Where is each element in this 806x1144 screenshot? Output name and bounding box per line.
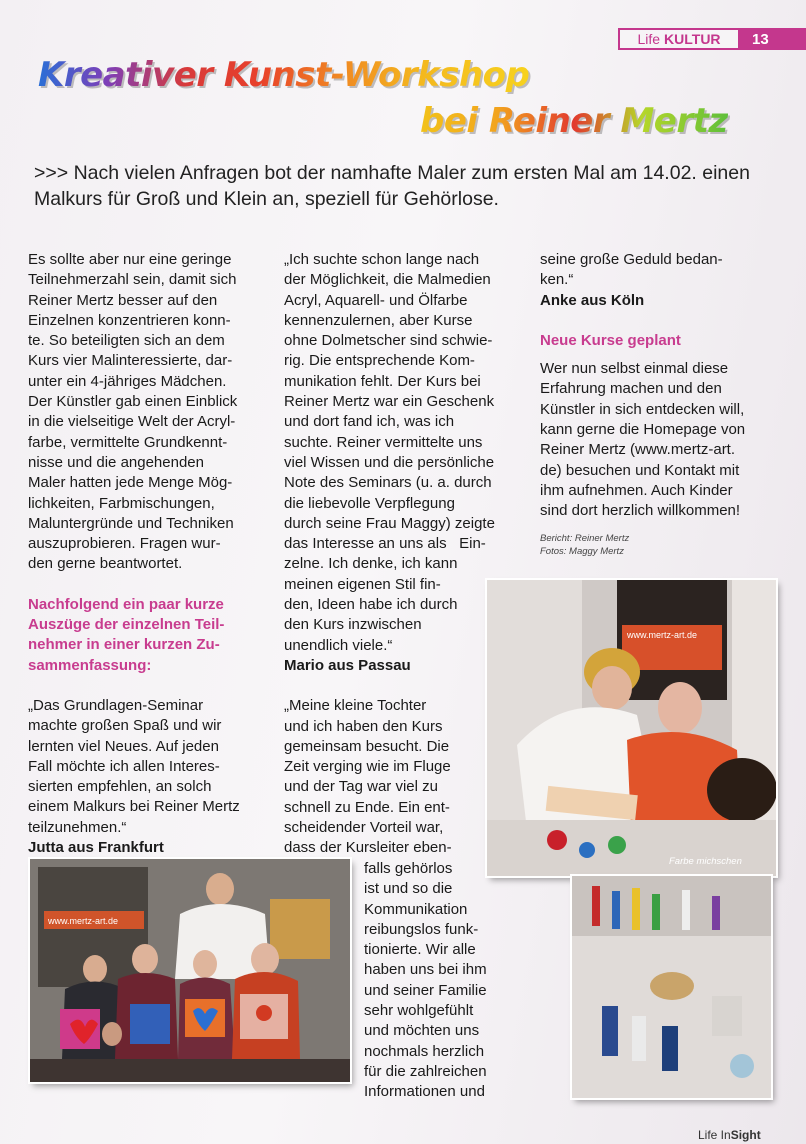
headline-line-1: Kreativer Kunst-Workshop — [38, 55, 530, 95]
heading-line: nehmer in einer kurzen Zu- — [28, 636, 220, 654]
text-line: scheidender Vorteil war, — [284, 819, 444, 837]
text-line: der Möglichkeit, die Malmedien — [284, 271, 491, 289]
text-line: „Meine kleine Tochter — [284, 697, 427, 715]
column-1 — [28, 250, 268, 858]
section-label — [618, 28, 738, 50]
text-line: Kommunikation — [364, 900, 468, 918]
photo-paint-table — [572, 876, 771, 1098]
col3-quote-end — [540, 250, 790, 291]
text-line: Note des Seminars (u. a. durch — [284, 474, 492, 492]
text-line: ihm aufnehmen. Auch Kinder — [540, 481, 733, 499]
section-header-tab — [618, 28, 806, 50]
text-line: und dort fand ich, was ich — [284, 413, 455, 431]
text-line: „Ich suchte schon lange nach — [284, 251, 480, 268]
text-line: ist und so die — [364, 880, 453, 898]
text-line: Der Künstler gab einen Einblick — [28, 393, 238, 411]
text-line: auszuprobieren. Fragen wur- — [28, 535, 221, 553]
text-line: einem Malkurs bei Reiner Mertz — [28, 798, 240, 816]
text-line: Maler hatten jede Menge Mög- — [28, 474, 233, 492]
text-line: Reiner Mertz war ein Geschenk — [284, 393, 495, 411]
text-line: Künstler in sich entdecken will, — [540, 400, 745, 418]
photo-group-drawing — [30, 859, 350, 1082]
text-line: lernten viel Neues. Auf jeden — [28, 737, 219, 755]
section-kultur: KULTUR — [664, 31, 721, 47]
text-line: kann gerne die Homepage von — [540, 421, 746, 439]
text-line: meinen eigenen Stil fin- — [284, 575, 441, 593]
magazine-footer — [698, 1128, 761, 1142]
text-line: de) besuchen und Kontakt mit — [540, 461, 740, 479]
credit-report: Bericht: Reiner Mertz — [540, 532, 630, 544]
text-line: sehr wohlgefühlt — [364, 1002, 474, 1020]
section-life: Life — [637, 31, 661, 47]
heading-line: sammenfassung: — [28, 656, 152, 674]
text-line: unendlich viele.“ — [284, 636, 393, 654]
text-line: Einzelnen konzentrieren konn- — [28, 311, 231, 329]
text-line: gemeinsam besucht. Die — [284, 737, 450, 755]
text-line: für die zahlreichen — [364, 1062, 487, 1080]
signature-jutta: Jutta aus Frankfurt — [28, 839, 164, 857]
text-line: schnell zu Ende. Ein ent- — [284, 798, 450, 816]
text-line: munikation fehlt. Der Kurs bei — [284, 372, 481, 390]
text-line: sind dort herzlich willkommen! — [540, 502, 741, 520]
text-line: Wer nun selbst einmal diese — [540, 360, 729, 378]
signature-mario: Mario aus Passau — [284, 656, 411, 674]
text-line: rig. Die entsprechende Kom- — [284, 352, 475, 370]
text-line: und seiner Familie — [364, 981, 487, 999]
photo-sign-text: www.mertz-art.de — [627, 630, 698, 640]
photo-painting-session — [487, 580, 776, 876]
text-line: kennenzulernen, aber Kurse — [284, 311, 473, 329]
text-line: seine große Geduld bedan- — [540, 251, 723, 268]
text-line: teilzunehmen.“ — [28, 818, 127, 836]
heading-line: Auszüge der einzelnen Teil- — [28, 616, 225, 634]
text-line: Reiner Mertz besser auf den — [28, 291, 218, 309]
text-line: „Das Grundlagen-Seminar — [28, 696, 204, 714]
col3-paragraph — [540, 359, 790, 521]
text-line: machte großen Spaß und wir — [28, 717, 222, 735]
text-line: und der Tag war viel zu — [284, 778, 438, 796]
footer-sight: Sight — [730, 1128, 761, 1142]
text-line: Informationen und — [364, 1083, 485, 1101]
text-line: ohne Dolmetscher sind schwie- — [284, 332, 493, 350]
col3-heading: Neue Kurse geplant — [540, 331, 681, 349]
text-line: Acryl, Aquarell- und Ölfarbe — [284, 291, 468, 309]
text-line: zelne. Ich denke, ich kann — [284, 555, 458, 573]
column-2-continued — [364, 859, 514, 1103]
text-line: Fall möchte ich allen Interes- — [28, 757, 220, 775]
text-line: Es sollte aber nur eine geringe — [28, 251, 232, 268]
text-line: Zeit verging wie im Fluge — [284, 758, 451, 776]
photo-paint-table-drawing — [572, 876, 771, 1098]
text-line: farbe, vermittelte Grundkennt- — [28, 433, 228, 451]
text-line: Kurs vier Malinteressierte, dar- — [28, 352, 233, 370]
text-line: nochmals herzlich — [364, 1042, 485, 1060]
text-line: in die vielseitige Welt der Acryl- — [28, 413, 236, 431]
text-line: Teilnehmerzahl sein, damit sich — [28, 271, 237, 289]
signature-anke: Anke aus Köln — [540, 291, 645, 309]
text-line: unter ein 4-jähriges Mädchen. — [28, 372, 227, 390]
text-line: dass der Kursleiter eben- — [284, 839, 452, 857]
text-line: sierten empfehlen, an solch — [28, 778, 212, 796]
text-line: suchte. Reiner vermittelte uns — [284, 433, 483, 451]
col1-quote — [28, 696, 268, 838]
footer-life: Life In — [698, 1128, 731, 1142]
col2-quote-2-continued — [364, 859, 514, 1103]
text-line: den Kurs inzwischen — [284, 616, 422, 634]
col1-heading — [28, 595, 268, 676]
text-line: und möchten uns — [364, 1022, 480, 1040]
heading-line: Nachfolgend ein paar kurze — [28, 595, 224, 613]
text-line: falls gehörlos — [364, 860, 453, 877]
intro-paragraph: >>> Nach vielen Anfragen bot der namhafte Maler zum ersten Mal am 14.02. einen Malkurs für Groß und Klein an, speziell für Gehörlose. — [34, 162, 750, 210]
text-line: ken.“ — [540, 271, 574, 289]
col1-paragraph — [28, 250, 268, 575]
text-line: haben uns bei ihm — [364, 961, 487, 979]
photo-caption: Farbe michschen — [669, 856, 742, 867]
photo-group-sign-text: www.mertz-art.de — [48, 916, 119, 926]
text-line: viel Wissen und die persönliche — [284, 453, 495, 471]
page-number: 13 — [738, 28, 806, 50]
text-line: und ich haben den Kurs — [284, 717, 443, 735]
headline-line-2: bei Reiner Mertz — [420, 101, 728, 141]
credit-photos: Fotos: Maggy Mertz — [540, 545, 624, 557]
photo-painting-session-drawing — [487, 580, 776, 876]
text-line: te. So beteiligten sich an dem — [28, 332, 225, 350]
text-line: den gerne beantwortet. — [28, 555, 183, 573]
text-line: den, Ideen habe ich durch — [284, 596, 458, 614]
text-line: nisse und die angehenden — [28, 453, 204, 471]
photo-group — [30, 859, 350, 1082]
text-line: lichkeiten, Farbmischungen, — [28, 494, 215, 512]
text-line: tionierte. Wir alle — [364, 941, 476, 959]
text-line: Erfahrung machen und den — [540, 380, 722, 398]
text-line: die liebevolle Verpflegung — [284, 494, 455, 512]
text-line: Reiner Mertz (www.mertz-art. — [540, 441, 736, 459]
text-line: reibungslos funk- — [364, 920, 479, 938]
column-3 — [540, 250, 790, 558]
text-line: Maluntergründe und Techniken — [28, 514, 234, 532]
text-line: durch seine Frau Maggy) zeigte — [284, 514, 495, 532]
text-line: das Interesse an uns als Ein- — [284, 535, 486, 553]
